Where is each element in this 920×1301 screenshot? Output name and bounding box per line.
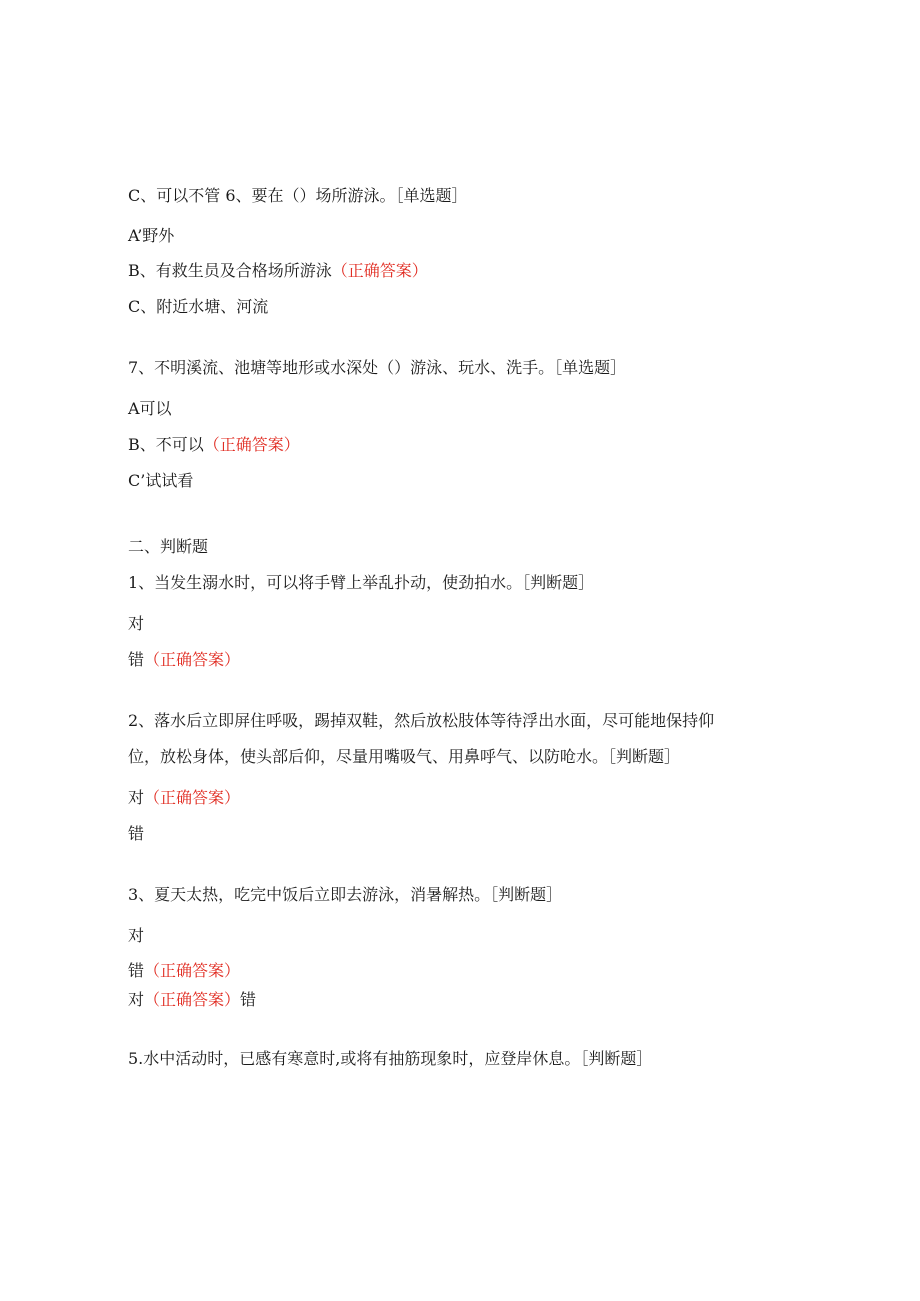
line-text: 对 (128, 614, 145, 633)
line-text: 对 (128, 926, 145, 945)
option-true (128, 787, 240, 809)
option-false (128, 823, 144, 845)
correct-answer-mark: （正确答案） (203, 435, 300, 454)
line-text: 二、判断题 (128, 537, 209, 556)
line-text: C’试试看 (128, 471, 194, 490)
option-a (128, 398, 172, 420)
question-2-line-2 (128, 746, 680, 768)
option-b (128, 434, 300, 456)
line-text: B、不可以 (128, 435, 204, 454)
question-5-line (128, 1048, 652, 1070)
question-6-line (128, 185, 468, 207)
line-text: A’野外 (128, 226, 175, 245)
option-false (128, 960, 240, 982)
line-text: 错 (128, 650, 145, 669)
line-text: 5.水中活动时，已感有寒意时,或将有抽筋现象时，应登岸休息。［判断题］ (128, 1049, 653, 1068)
correct-answer-mark: （正确答案） (144, 650, 241, 669)
line-text: 对 (128, 990, 145, 1009)
correct-answer-mark: （正确答案） (144, 990, 241, 1009)
correct-answer-mark: （正确答案） (331, 261, 428, 280)
line-text: C、附近水塘、河流 (128, 297, 269, 316)
line-text: 2、落水后立即屏住呼吸，踢掉双鞋，然后放松肢体等待浮出水面，尽可能地保持仰 (128, 711, 715, 730)
line-text: A可以 (128, 399, 172, 418)
line-text: 3、夏天太热，吃完中饭后立即去游泳，消暑解热。［判断题］ (128, 885, 563, 904)
line-text: 1、当发生溺水时，可以将手臂上举乱扑动，使劲拍水。［判断题］ (128, 573, 595, 592)
line-text: 7、不明溪流、池塘等地形或水深处（）游泳、玩水、洗手。［单选题］ (128, 358, 627, 377)
question-7-line (128, 357, 626, 379)
option-c (128, 470, 193, 492)
option-true-false-inline (128, 989, 256, 1011)
question-1-line (128, 572, 594, 594)
option-false (128, 649, 240, 671)
line-suffix: 错 (240, 990, 257, 1009)
option-true (128, 925, 144, 947)
section-heading (128, 536, 208, 558)
line-text: 位，放松身体，使头部后仰，尽量用嘴吸气、用鼻呼气、以防呛水。［判断题］ (128, 747, 681, 766)
line-text: 错 (128, 824, 145, 843)
line-text: 对 (128, 788, 145, 807)
question-3-line (128, 884, 562, 906)
option-b (128, 260, 428, 282)
option-a (128, 225, 174, 247)
option-c (128, 296, 268, 318)
line-text: 错 (128, 961, 145, 980)
option-true (128, 613, 144, 635)
line-text: B、有救生员及合格场所游泳 (128, 261, 332, 280)
line-text: C、可以不管 6、要在（）场所游泳。［单选题］ (128, 186, 468, 205)
correct-answer-mark: （正确答案） (144, 788, 241, 807)
correct-answer-mark: （正确答案） (144, 961, 241, 980)
question-2-line-1 (128, 710, 714, 732)
